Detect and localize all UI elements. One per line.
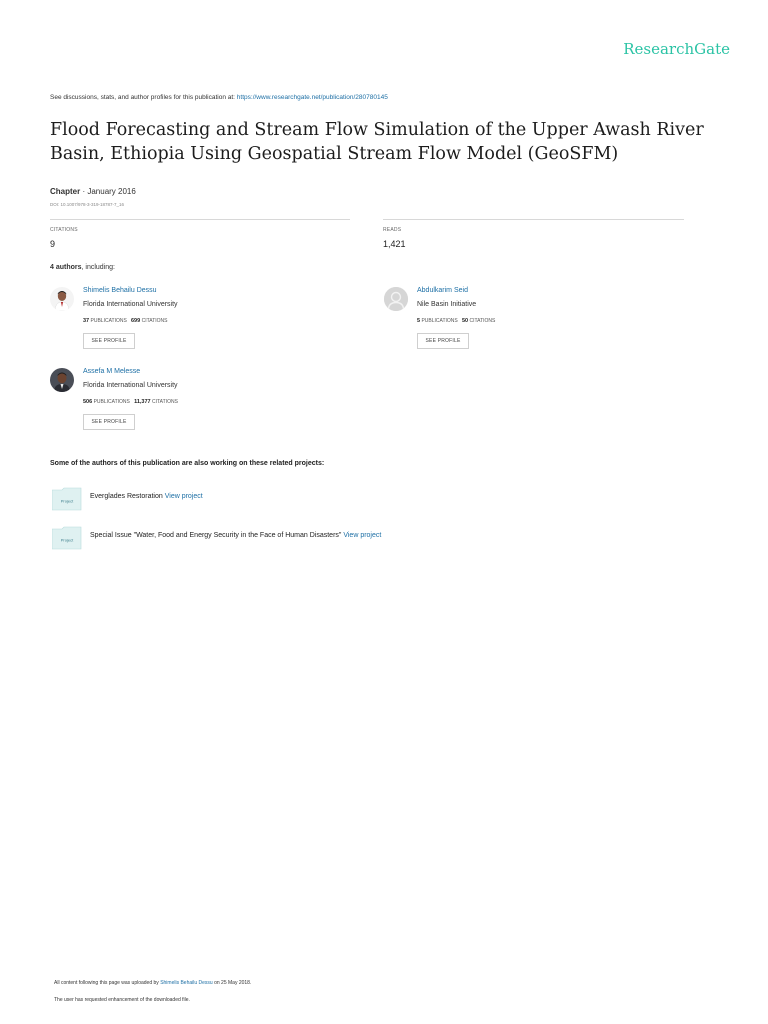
- citations-label: CITATIONS: [468, 318, 496, 324]
- uploader-link[interactable]: Shimelis Behailu Dessu: [160, 980, 213, 986]
- project-item: [50, 526, 550, 550]
- author-institution: Nile Basin Initiative: [417, 301, 477, 308]
- discussion-prefix: See discussions, stats, and author profiles for this publication at:: [50, 94, 237, 101]
- author-institution: Florida International University: [83, 382, 178, 389]
- chapter-type: Chapter: [50, 187, 81, 196]
- author-institution: Florida International University: [83, 301, 178, 308]
- discussion-line: [50, 94, 388, 101]
- citations-count: 699: [131, 318, 141, 324]
- author-card: [384, 287, 684, 353]
- author-avatar[interactable]: [50, 368, 74, 392]
- view-project-link[interactable]: View project: [343, 532, 382, 539]
- project-icon-label: Project: [60, 537, 74, 543]
- author-avatar[interactable]: [384, 287, 408, 311]
- publications-count: 506: [83, 399, 93, 405]
- publications-label: PUBLICATIONS: [420, 318, 458, 324]
- related-projects-heading: Some of the authors of this publication are also working on these related projects:: [50, 460, 325, 467]
- author-name-link[interactable]: Assefa M Melesse: [83, 368, 141, 375]
- reads-divider: [383, 219, 684, 220]
- citations-count: 11,377: [134, 399, 151, 405]
- author-stats: [83, 399, 178, 405]
- citations-label: CITATIONS: [150, 399, 178, 405]
- doi-text: DOI: 10.1007/978-3-319-18787-7_16: [50, 202, 125, 207]
- citations-count: 50: [461, 318, 469, 324]
- project-text: [90, 493, 203, 500]
- authors-heading: [50, 264, 115, 271]
- see-profile-button[interactable]: SEE PROFILE: [417, 333, 469, 349]
- enhancement-notice: The user has requested enhancement of the downloaded file.: [54, 997, 190, 1003]
- citations-divider: [50, 219, 350, 220]
- view-project-link[interactable]: View project: [164, 493, 203, 500]
- person-photo-icon: [50, 368, 74, 392]
- author-stats: [417, 318, 495, 324]
- citations-label: CITATIONS: [50, 227, 78, 233]
- publications-label: PUBLICATIONS: [92, 399, 130, 405]
- chapter-date: · January 2016: [80, 187, 136, 196]
- author-card: [50, 287, 350, 353]
- default-avatar-icon: [384, 287, 408, 311]
- authors-including: , including:: [81, 264, 115, 271]
- reads-count: 1,421: [383, 239, 406, 249]
- author-avatar[interactable]: [50, 287, 74, 311]
- publication-url-link[interactable]: https://www.researchgate.net/publication/280780145: [236, 94, 388, 101]
- author-card: [50, 368, 350, 434]
- upload-note: [54, 980, 251, 986]
- project-icon-label: Project: [60, 498, 74, 504]
- reads-label: READS: [383, 227, 402, 233]
- authors-count: 4 authors: [50, 264, 82, 271]
- citations-label: CITATIONS: [140, 318, 168, 324]
- project-name: Everglades Restoration: [90, 493, 165, 500]
- project-folder-icon: [52, 526, 82, 550]
- see-profile-button[interactable]: SEE PROFILE: [83, 333, 135, 349]
- author-stats: [83, 318, 168, 324]
- publications-count: 5: [417, 318, 421, 324]
- upload-prefix: All content following this page was uploaded by: [54, 980, 161, 986]
- project-name: Special Issue "Water, Food and Energy Security in the Face of Human Disasters": [90, 532, 344, 539]
- publication-title: Flood Forecasting and Stream Flow Simulation of the Upper Awash River Basin, Ethiopia Using Geospatial Stream Flow Model (GeoSFM): [50, 120, 704, 164]
- project-text: [90, 532, 381, 539]
- project-item: [50, 487, 450, 511]
- publications-count: 37: [83, 318, 90, 324]
- researchgate-logo[interactable]: ResearchGate: [623, 40, 730, 58]
- upload-suffix: on 25 May 2018.: [212, 980, 252, 986]
- project-folder-icon: [52, 487, 82, 511]
- person-photo-icon: [50, 287, 74, 311]
- author-name-link[interactable]: Shimelis Behailu Dessu: [83, 287, 157, 294]
- publications-label: PUBLICATIONS: [89, 318, 127, 324]
- see-profile-button[interactable]: SEE PROFILE: [83, 414, 135, 430]
- chapter-info: [50, 187, 136, 196]
- author-name-link[interactable]: Abdulkarim Seid: [417, 287, 468, 294]
- citations-count: 9: [50, 239, 56, 249]
